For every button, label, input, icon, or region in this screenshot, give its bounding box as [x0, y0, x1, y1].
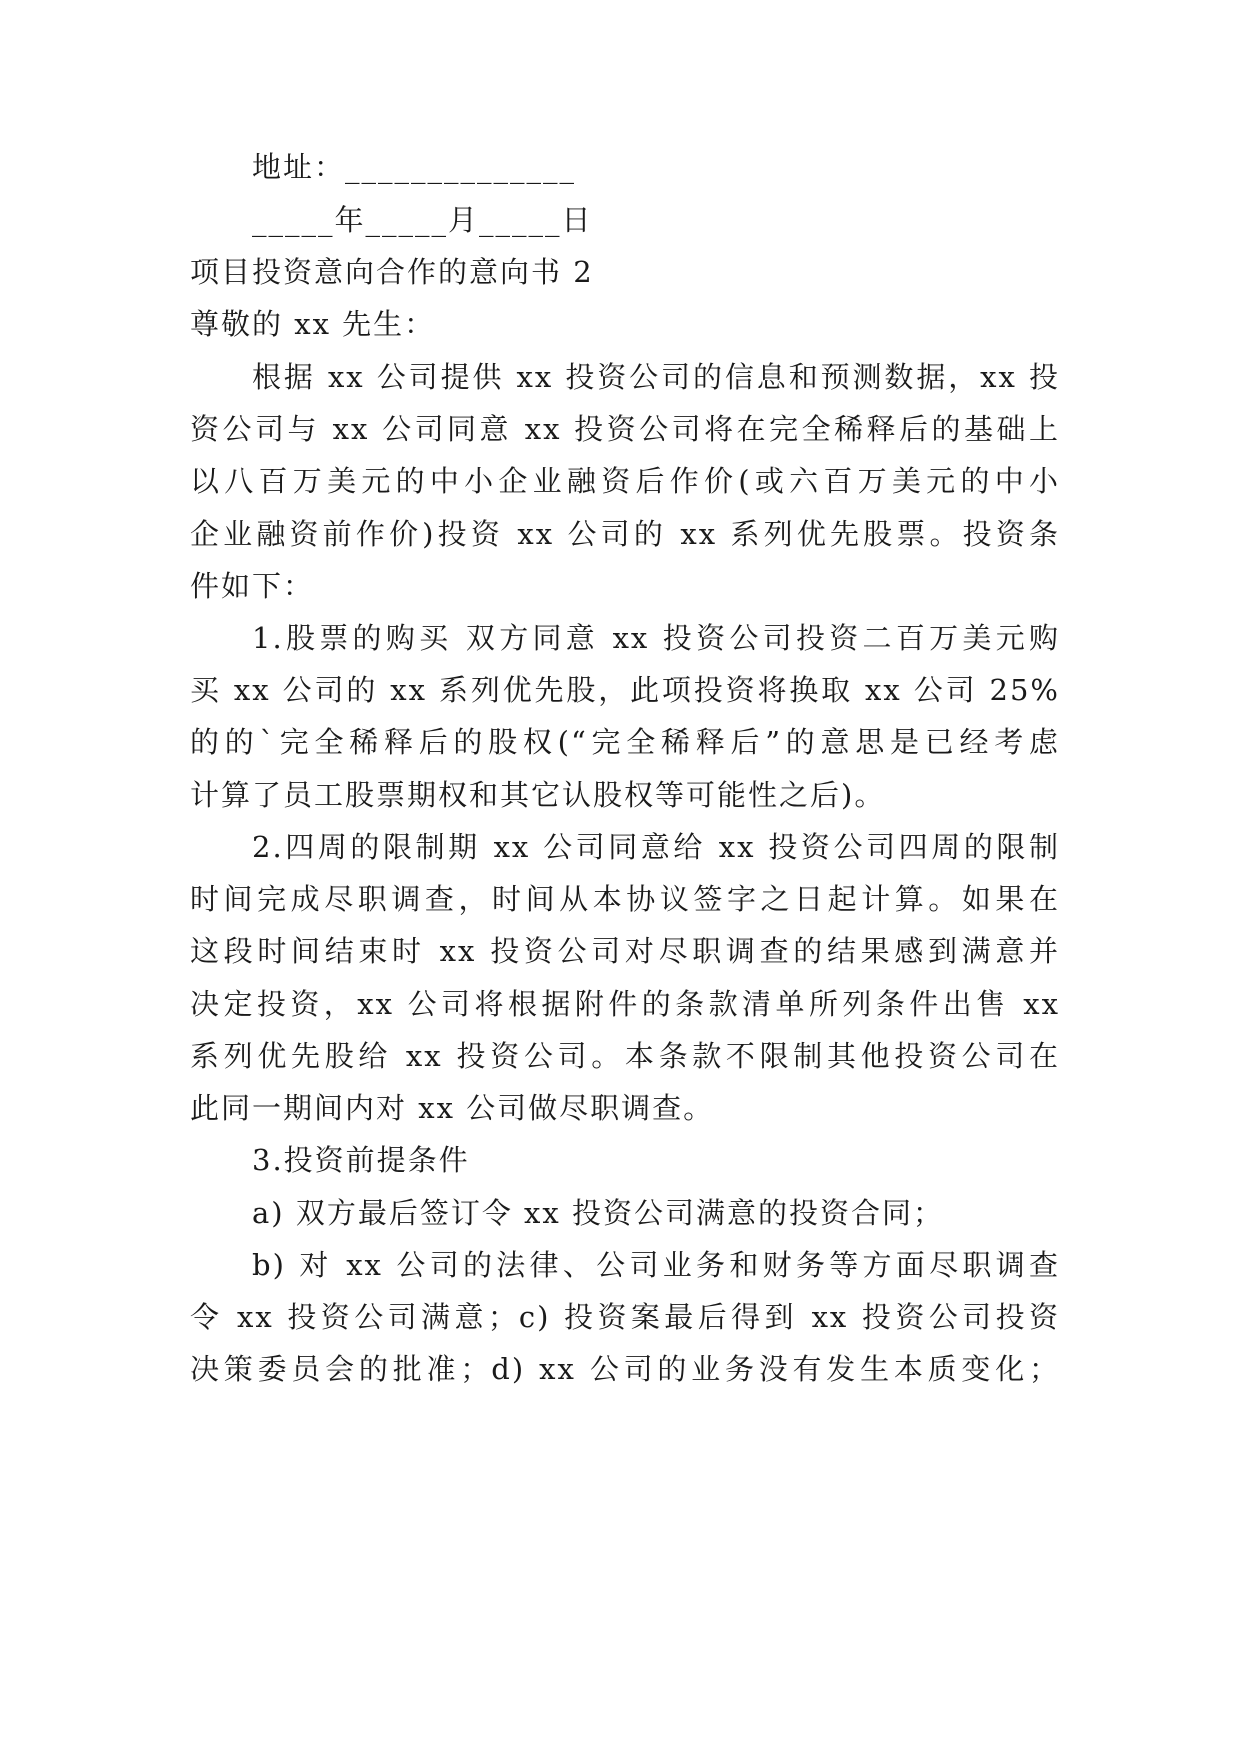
condition-a: a) 双方最后签订令 xx 投资公司满意的投资合同；: [252, 1196, 944, 1230]
intro-line: 资公司与 xx 公司同意 xx 投资公司将在完全稀释后的基础上: [190, 412, 1060, 446]
clause2-line: 时间完成尽职调查，时间从本协议签字之日起计算。如果在: [190, 882, 1060, 916]
clause2-line: 这段时间结束时 xx 投资公司对尽职调查的结果感到满意并: [190, 934, 1060, 968]
date-line: _____年_____月_____日: [252, 203, 593, 237]
intro-line: 根据 xx 公司提供 xx 投资公司的信息和预测数据，xx 投: [252, 360, 1060, 394]
document-title: 项目投资意向合作的意向书 2: [190, 255, 594, 289]
address-line: 地址：______________: [252, 150, 577, 184]
condition-line: 令 xx 投资公司满意；c) 投资案最后得到 xx 投资公司投资: [190, 1300, 1060, 1334]
intro-line: 企业融资前作价)投资 xx 公司的 xx 系列优先股票。投资条: [190, 517, 1060, 551]
clause1-line: 1.股票的购买 双方同意 xx 投资公司投资二百万美元购: [252, 621, 1060, 655]
clause2-line: 系列优先股给 xx 投资公司。本条款不限制其他投资公司在: [190, 1039, 1060, 1073]
intro-line: 以八百万美元的中小企业融资后作价(或六百万美元的中小: [190, 464, 1060, 498]
clause1-line: 计算了员工股票期权和其它认股权等可能性之后)。: [190, 778, 886, 812]
clause2-line: 此同一期间内对 xx 公司做尽职调查。: [190, 1091, 715, 1125]
condition-line: 决策委员会的批准；d) xx 公司的业务没有发生本质变化；: [190, 1352, 1060, 1386]
clause2-line: 决定投资，xx 公司将根据附件的条款清单所列条件出售 xx: [190, 987, 1060, 1021]
condition-line: b) 对 xx 公司的法律、公司业务和财务等方面尽职调查: [252, 1248, 1060, 1282]
clause3-heading: 3.投资前提条件: [252, 1143, 470, 1177]
intro-line: 件如下：: [190, 569, 315, 603]
clause1-line: 买 xx 公司的 xx 系列优先股，此项投资将换取 xx 公司 25%: [190, 673, 1060, 707]
salutation: 尊敬的 xx 先生：: [190, 307, 436, 341]
clause2-line: 2.四周的限制期 xx 公司同意给 xx 投资公司四周的限制: [252, 830, 1060, 864]
clause1-line: 的的`完全稀释后的股权(“完全稀释后”的意思是已经考虑: [190, 725, 1060, 759]
